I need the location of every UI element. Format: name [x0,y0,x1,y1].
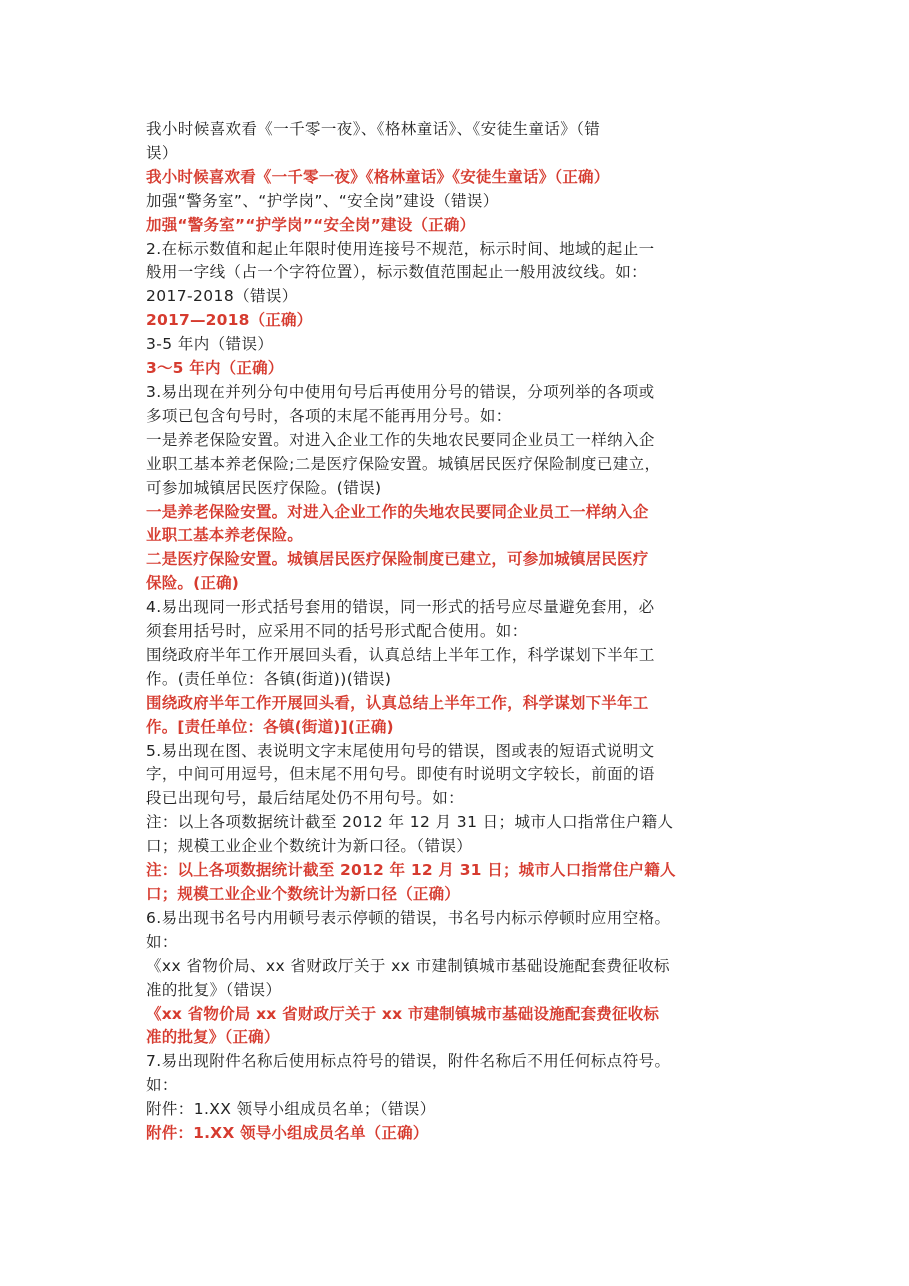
text-line: 须套用括号时，应采用不同的括号形式配合使用。如： [146,622,528,641]
text-line: 一是养老保险安置。对进入企业工作的失地农民要同企业员工一样纳入企 [146,430,655,449]
text-line: 5.易出现在图、表说明文字末尾使用句号的错误，图或表的短语式说明文 [146,741,655,760]
correct-example-line: 口；规模工业企业个数统计为新口径（正确） [146,885,461,903]
text-line: 围绕政府半年工作开展回头看，认真总结上半年工作，科学谋划下半年工 [146,645,655,664]
correct-example-line: 围绕政府半年工作开展回头看，认真总结上半年工作，科学谋划下半年工 [146,693,649,712]
text-line: 如： [146,932,178,951]
correct-example-line: 附件：1.XX 领导小组成员名单（正确） [146,1124,429,1143]
text-line: 注：以上各项数据统计截至 2012 年 12 月 31 日；城市人口指常住户籍人 [146,813,674,832]
text-line: 作。(责任单位：各镇(街道))(错误) [146,669,392,688]
text-line: 4.易出现同一形式括号套用的错误，同一形式的括号应尽量避免套用，必 [146,598,655,617]
text-line: 口；规模工业企业个数统计为新口径。（错误） [146,837,473,856]
text-line: 字，中间可用逗号，但末尾不用句号。即使有时说明文字较长，前面的语 [146,765,655,784]
text-line: 附件：1.XX 领导小组成员名单；（错误） [146,1100,436,1119]
correct-example-line: 一是养老保险安置。对进入企业工作的失地农民要同企业员工一样纳入企 [146,502,649,521]
text-line: 我小时候喜欢看《一千零一夜》、《格林童话》、《安徒生童话》（错 [146,120,601,138]
text-line: 7.易出现附件名称后使用标点符号的错误，附件名称后不用任何标点符号。 [146,1052,671,1071]
correct-example-line: 2017—2018（正确） [146,311,313,330]
correct-example-line: 加强“警务室”“护学岗”“安全岗”建设（正确） [146,215,476,234]
text-line: 如： [146,1076,178,1095]
correct-example-line: 我小时候喜欢看《一千零一夜》《格林童话》《安徒生童话》（正确） [146,167,610,186]
text-line: 业职工基本养老保险;二是医疗保险安置。城镇居民医疗保险制度已建立， [146,454,661,473]
text-line: 多项已包含句号时，各项的末尾不能再用分号。如： [146,406,512,425]
correct-example-line: 作。[责任单位：各镇(街道)](正确) [146,717,394,736]
text-line: 2.在标示数值和起止年限时使用连接号不规范，标示时间、地域的起止一 [146,239,655,258]
text-line: 段已出现句号，最后结尾处仍不用句号。如： [146,789,465,808]
text-line: 般用一字线（占一个字符位置），标示数值范围起止一般用波纹线。如： [146,263,648,282]
correct-example-line: 注：以上各项数据统计截至 2012 年 12 月 31 日；城市人口指常住户籍人 [146,861,676,880]
text-line: 准的批复》（错误） [146,980,282,999]
text-line: 6.易出现书名号内用顿号表示停顿的错误，书名号内标示停顿时应用空格。 [146,908,671,927]
correct-example-line: 业职工基本养老保险。 [146,526,304,545]
text-line: 可参加城镇居民医疗保险。(错误) [146,478,382,497]
text-line: 3.易出现在并列分句中使用句号后再使用分号的错误，分项列举的各项或 [146,382,655,401]
correct-example-line: 二是医疗保险安置。城镇居民医疗保险制度已建立，可参加城镇居民医疗 [146,550,649,569]
correct-example-line: 准的批复》（正确） [146,1028,280,1047]
text-line: 误） [146,143,178,162]
text-line: 3-5 年内（错误） [146,335,274,354]
text-line: 《xx 省物价局、xx 省财政厅关于 xx 市建制镇城市基础设施配套费征收标 [146,956,670,975]
document-body [146,118,776,1146]
correct-example-line: 3～5 年内（正确） [146,359,284,378]
correct-example-line: 保险。(正确) [146,574,240,593]
text-line: 2017-2018（错误） [146,287,298,306]
text-line: 加强“警务室”、“护学岗”、“安全岗”建设（错误） [146,191,499,210]
correct-example-line: 《xx 省物价局 xx 省财政厅关于 xx 市建制镇城市基础设施配套费征收标 [146,1004,660,1023]
